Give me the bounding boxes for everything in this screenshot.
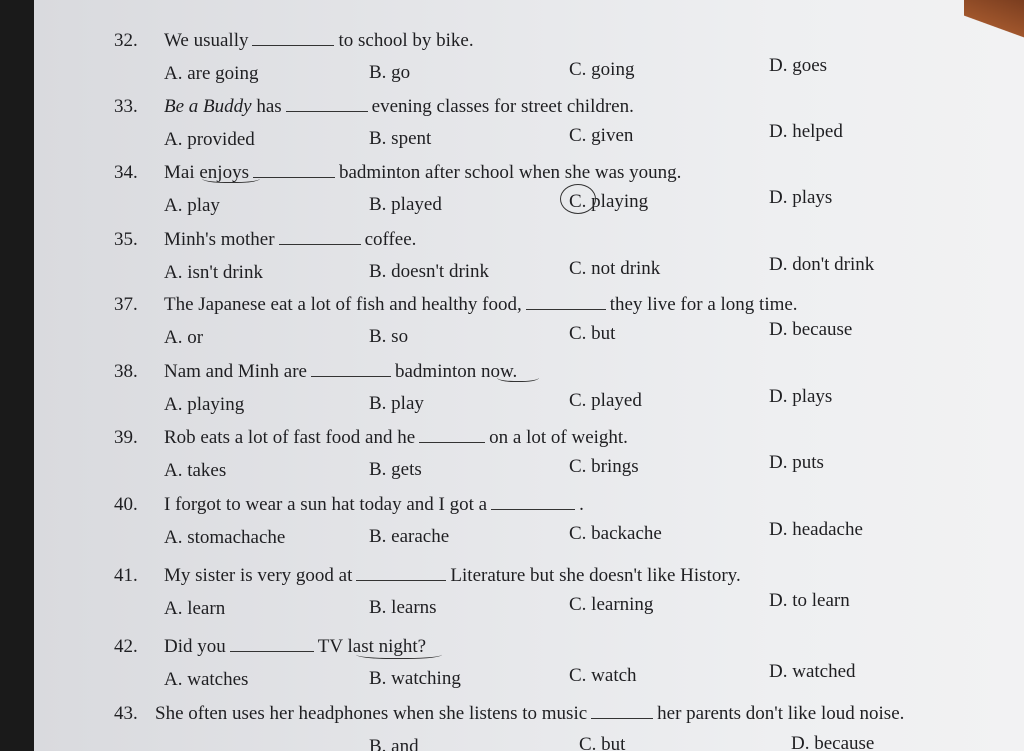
option-d[interactable]: D. don't drink [769,254,875,275]
option-d[interactable]: D. because [769,319,853,340]
question-number: 33. [114,96,138,117]
question-32 [34,30,1024,100]
question-stem [164,30,474,52]
answer-blank[interactable] [253,163,335,178]
answer-blank[interactable] [491,495,575,510]
stem-text-after: Literature but she doesn't like History. [450,565,741,586]
question-stem [164,565,741,587]
question-37 [34,294,1024,364]
question-number: 40. [114,494,138,515]
option-d[interactable]: D. plays [769,386,833,407]
option-d[interactable]: D. puts [769,452,824,473]
stem-text-after: TV last night? [317,636,427,657]
question-38 [34,361,1024,431]
stem-text-before: My sister is very good at [164,565,353,586]
option-c[interactable]: C. playing [569,191,649,212]
question-stem [164,361,517,383]
question-number: 38. [114,361,138,382]
answer-blank[interactable] [419,428,485,443]
option-c[interactable]: C. backache [569,523,662,544]
worksheet-page [34,0,1024,751]
question-stem [164,427,628,449]
option-c[interactable]: C. not drink [569,258,661,279]
question-number: 39. [114,427,138,448]
question-39 [34,427,1024,497]
option-d[interactable]: D. helped [769,121,843,142]
stem-title-italic: Be a Buddy [164,96,252,117]
stem-text-before: Did you [164,636,226,657]
answer-blank[interactable] [526,295,606,310]
question-number: 43. [114,703,138,724]
question-number: 41. [114,565,138,586]
answer-blank[interactable] [311,362,391,377]
question-stem [164,294,798,316]
answer-blank[interactable] [230,637,314,652]
option-a[interactable]: A. learn [164,598,226,619]
option-b[interactable]: B. learns [369,597,437,618]
question-43 [34,703,1024,751]
stem-text-before: Mai enjoys [164,162,249,183]
question-35 [34,229,1024,299]
option-c[interactable]: C. going [569,59,635,80]
stem-text-before: The Japanese eat a lot of fish and healthy food, [164,294,522,315]
option-a[interactable]: A. isn't drink [164,262,263,283]
question-number: 34. [114,162,138,183]
stem-text-before: Minh's mother [164,229,275,250]
option-c[interactable]: C. brings [569,456,639,477]
question-number: 35. [114,229,138,250]
option-b[interactable]: B. doesn't drink [369,261,490,282]
option-a[interactable]: A. stomachache [164,527,286,548]
option-c[interactable]: C. learning [569,594,654,615]
stem-text-after: on a lot of weight. [489,427,628,448]
stem-text-before: has [256,96,282,117]
stem-text-after: . [579,494,584,515]
handwritten-circle [560,184,596,214]
stem-text-after: they live for a long time. [609,294,798,315]
question-40 [34,494,1024,564]
option-b[interactable]: B. played [369,194,442,215]
option-a[interactable]: A. provided [164,129,255,150]
stem-text-after: evening classes for street children. [371,96,634,117]
option-b[interactable]: B. watching [369,668,461,689]
question-number: 37. [114,294,138,315]
option-a[interactable]: A. playing [164,394,245,415]
answer-blank[interactable] [252,31,334,46]
question-stem [164,96,634,118]
answer-blank[interactable] [279,230,361,245]
stem-text-after: her parents don't like loud noise. [657,703,905,724]
option-d[interactable]: D. to learn [769,590,850,611]
option-d[interactable]: D. goes [769,55,828,76]
option-a[interactable]: A. play [164,195,220,216]
answer-blank[interactable] [591,704,653,719]
stem-text-before: Rob eats a lot of fast food and he [164,427,416,448]
question-41 [34,565,1024,635]
option-c[interactable]: C. watch [569,665,637,686]
option-a[interactable]: A. watches [164,669,249,690]
option-b[interactable]: B. earache [369,526,450,547]
stem-text-after: coffee. [364,229,417,250]
handwritten-underline [202,172,260,183]
stem-text-after: badminton now. [394,361,518,382]
question-stem [155,703,904,725]
stem-text-before: I forgot to wear a sun hat today and I got a [164,494,488,515]
stem-text-before: She often uses her headphones when she listens to music [155,703,588,724]
stem-text-before: Nam and Minh are [164,361,307,382]
question-42 [34,636,1024,706]
question-stem [164,494,584,516]
option-b[interactable]: B. spent [369,128,432,149]
option-b[interactable]: B. play [369,393,424,414]
option-d[interactable]: D. headache [769,519,863,540]
stem-text-after: badminton after school when she was young. [338,162,682,183]
option-a[interactable]: A. takes [164,460,227,481]
option-c[interactable]: C. given [569,125,634,146]
stem-text-after: to school by bike. [338,30,474,51]
question-number: 32. [114,30,138,51]
option-c[interactable]: C. played [569,390,642,411]
option-b[interactable]: B. go [369,62,411,83]
option-b[interactable]: B. so [369,326,409,347]
option-b[interactable]: B. and [369,736,419,751]
option-a[interactable]: A. or [164,327,204,348]
question-stem [164,229,416,251]
handwritten-underline [356,648,442,659]
stem-text-before: We usually [164,30,249,51]
option-d[interactable]: D. plays [769,187,833,208]
handwritten-underline [497,371,539,382]
option-d[interactable]: D. because [791,733,875,751]
answer-blank[interactable] [356,566,446,581]
option-d[interactable]: D. watched [769,661,856,682]
option-a[interactable]: A. are going [164,63,259,84]
option-c[interactable]: C. but [569,323,616,344]
answer-blank[interactable] [286,97,368,112]
option-c[interactable]: C. but [579,734,626,751]
question-34 [34,162,1024,232]
option-b[interactable]: B. gets [369,459,422,480]
question-33 [34,96,1024,166]
question-number: 42. [114,636,138,657]
